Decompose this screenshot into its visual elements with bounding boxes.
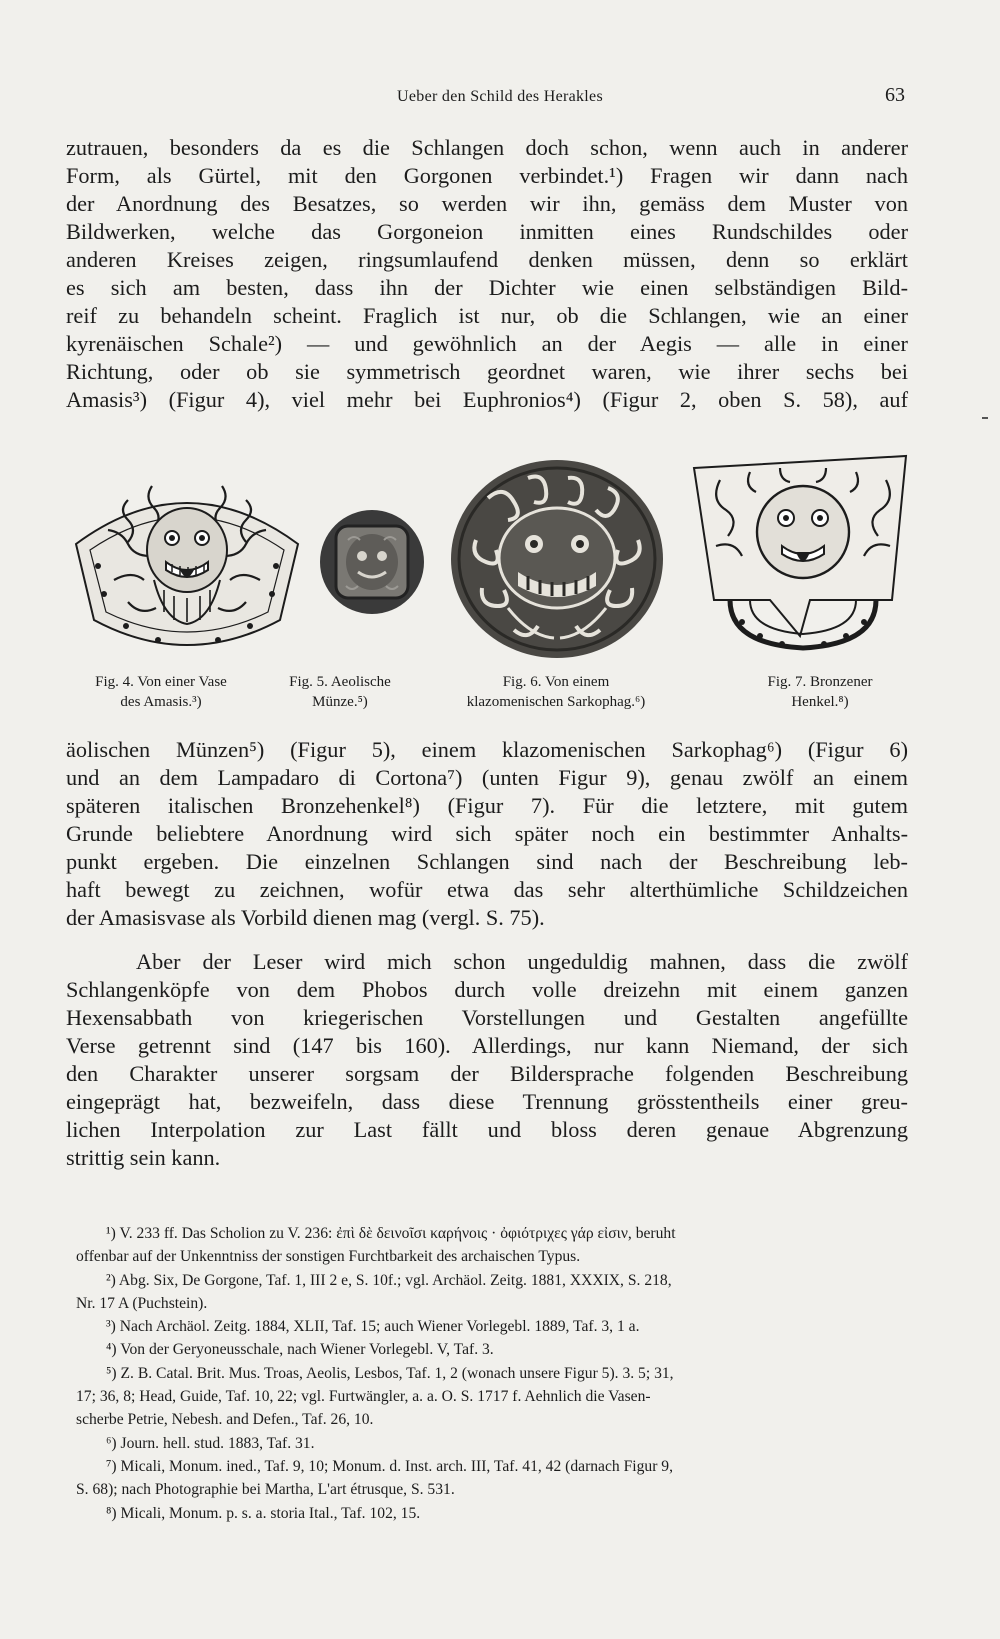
text-line: späteren italischen Bronzehenkel⁸) (Figur 7). Für die letztere, mit gutem xyxy=(66,793,908,818)
footnote-line: ⁵) Z. B. Catal. Brit. Mus. Troas, Aeolis, Lesbos, Taf. 1, 2 (wonach unsere Figur 5). 3. 5; 31, xyxy=(106,1364,674,1382)
text-line: Hexensabbath von kriegerischen Vorstellungen und Gestalten angefüllte xyxy=(66,1005,908,1030)
figure-4-amasis-shield xyxy=(68,470,306,660)
text-line: es sich am besten, dass ihn der Dichter wie einen selbständigen Bild- xyxy=(66,275,908,300)
text-line: lichen Interpolation zur Last fällt und bloss deren genaue Abgrenzung xyxy=(66,1117,908,1142)
figure-6-sarcophagus-gorgoneion xyxy=(448,458,666,660)
text-line: Verse getrennt sind (147 bis 160). Allerdings, nur kann Niemand, der sich xyxy=(66,1033,908,1058)
caption-line: Münze.⁵) xyxy=(312,694,368,710)
running-title: Ueber den Schild des Herakles xyxy=(397,88,603,105)
figure-strip xyxy=(66,450,916,660)
footnote-line: ⁸) Micali, Monum. p. s. a. storia Ital., Taf. 102, 15. xyxy=(106,1504,421,1522)
figure-7-bronze-handle xyxy=(690,450,916,660)
caption-line: Fig. 5. Aeolische xyxy=(289,674,391,690)
margin-mark xyxy=(982,417,988,419)
footnote-5 xyxy=(78,1362,918,1432)
footnote-3 xyxy=(78,1315,918,1338)
paragraph-2 xyxy=(66,736,908,932)
text-line: Schlangenköpfe von dem Phobos durch volle dreizehn mit einem ganzen xyxy=(66,977,908,1002)
text-line: Grunde beliebtere Anordnung wird sich später noch ein bestimmter Anhalts- xyxy=(66,821,908,846)
text-line: kyrenäischen Schale²) — und gewöhnlich an der Aegis — alle in einer xyxy=(66,331,908,356)
text-line: anderen Kreises zeigen, ringsumlaufend denken müssen, denn so erklärt xyxy=(66,247,908,272)
text-line: und an dem Lampadaro di Cortona⁷) (unten Figur 9), genau zwölf an einem xyxy=(66,765,908,790)
caption-fig-6 xyxy=(438,672,674,712)
footnote-line: ²) Abg. Six, De Gorgone, Taf. 1, III 2 e, S. 10f.; vgl. Archäol. Zeitg. 1881, XXXIX, S. 218, xyxy=(106,1271,672,1289)
caption-line: Fig. 4. Von einer Vase xyxy=(95,674,227,690)
caption-fig-5 xyxy=(264,672,416,712)
footnote-line: S. 68); nach Photographie bei Martha, L'art étrusque, S. 531. xyxy=(76,1481,455,1499)
footnote-line: ⁷) Micali, Monum. ined., Taf. 9, 10; Monum. d. Inst. arch. III, Taf. 41, 42 (darnach Figur 9, xyxy=(106,1457,673,1475)
page-number: 63 xyxy=(885,84,905,106)
footnote-line: 17; 36, 8; Head, Guide, Taf. 10, 22; vgl. Furtwängler, a. a. O. S. 1717 f. Aehnlich die Vasen- xyxy=(76,1388,651,1406)
text-line: den Charakter unserer sorgsam der Bildersprache folgenden Beschreibung xyxy=(66,1061,908,1086)
text-line: der Amasisvase als Vorbild dienen mag (vergl. S. 75). xyxy=(66,905,545,930)
footnote-line: ⁴) Von der Geryoneusschale, nach Wiener Vorlegebl. V, Taf. 3. xyxy=(106,1341,494,1359)
caption-line: des Amasis.³) xyxy=(120,694,202,710)
footnote-line: Nr. 17 A (Puchstein). xyxy=(76,1294,208,1312)
caption-fig-4 xyxy=(66,672,256,712)
caption-line: Fig. 6. Von einem xyxy=(502,674,610,690)
footnote-6 xyxy=(78,1432,918,1455)
footnote-line: offenbar auf der Unkenntniss der sonstigen Furchtbarkeit des archaischen Typus. xyxy=(76,1248,581,1266)
text-line: haft bewegt zu zeichnen, wofür etwa das sehr alterthümliche Schildzeichen xyxy=(66,877,908,902)
text-line: Amasis³) (Figur 4), viel mehr bei Euphronios⁴) (Figur 2, oben S. 58), auf xyxy=(66,387,908,412)
footnote-line: ³) Nach Archäol. Zeitg. 1884, XLII, Taf. 15; auch Wiener Vorlegebl. 1889, Taf. 3, 1 a. xyxy=(106,1318,640,1336)
text-line: zutrauen, besonders da es die Schlangen doch schon, wenn auch in anderer xyxy=(66,135,908,160)
paragraph-1 xyxy=(66,134,908,414)
text-line: Richtung, oder ob sie symmetrisch geordnet waren, wie ihrer sechs bei xyxy=(66,359,908,384)
text-line: Form, als Gürtel, mit den Gorgonen verbindet.¹) Fragen wir dann nach xyxy=(66,163,908,188)
footnote-2 xyxy=(78,1269,918,1316)
caption-line: klazomenischen Sarkophag.⁶) xyxy=(466,694,646,710)
text-line: strittig sein kann. xyxy=(66,1145,221,1170)
footnote-1 xyxy=(78,1222,918,1269)
text-line: Aber der Leser wird mich schon ungeduldig mahnen, dass die zwölf xyxy=(136,949,908,974)
footnote-line: ⁶) Journ. hell. stud. 1883, Taf. 31. xyxy=(106,1434,315,1452)
footnote-line: ¹) V. 233 ff. Das Scholion zu V. 236: ἐπὶ δὲ δεινοῖσι καρήνοις · ὀφιότριχες γάρ εἰσιν, beruht xyxy=(106,1225,676,1242)
text-line: Bildwerken, welche das Gorgoneion inmitten eines Rundschildes oder xyxy=(66,219,908,244)
paragraph-3 xyxy=(66,948,908,1172)
text-line: punkt ergeben. Die einzelnen Schlangen sind nach der Beschreibung leb- xyxy=(66,849,908,874)
figure-captions xyxy=(66,672,916,722)
footnotes xyxy=(78,1222,918,1525)
footnote-8 xyxy=(78,1502,918,1525)
footnote-7 xyxy=(78,1455,918,1502)
figure-5-aeolic-coin xyxy=(316,506,428,618)
text-line: eingeprägt hat, bezweifeln, dass diese Trennung grösstentheils einer greu- xyxy=(66,1089,908,1114)
footnote-4 xyxy=(78,1338,918,1361)
text-line: äolischen Münzen⁵) (Figur 5), einem klazomenischen Sarkophag⁶) (Figur 6) xyxy=(66,737,908,762)
caption-line: Henkel.⁸) xyxy=(791,694,849,710)
caption-fig-7 xyxy=(730,672,910,712)
text-line: reif zu behandeln scheint. Fraglich ist nur, ob die Schlangen, wie an einer xyxy=(66,303,908,328)
text-line: der Anordnung des Besatzes, so werden wir ihn, gemäss dem Muster von xyxy=(66,191,908,216)
caption-line: Fig. 7. Bronzener xyxy=(767,674,873,690)
footnote-line: scherbe Petrie, Nebesh. and Defen., Taf. 26, 10. xyxy=(76,1411,374,1429)
